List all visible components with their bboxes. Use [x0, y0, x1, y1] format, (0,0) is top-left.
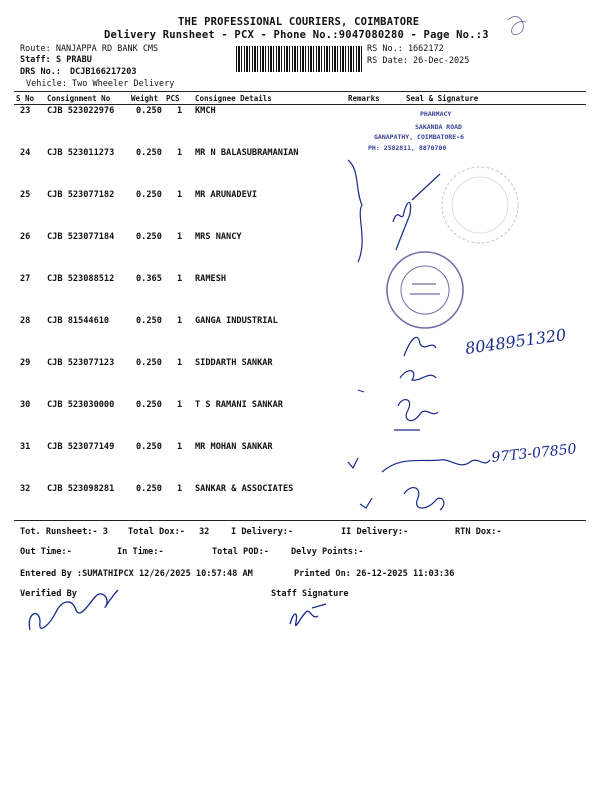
- handwritten-phone-2: 97T3-07850: [490, 441, 578, 466]
- row-weight: 0.365: [136, 274, 162, 284]
- row-consignment: CJB 81544610: [47, 316, 110, 326]
- row-consignment: CJB 523030000: [47, 400, 115, 410]
- col-consignment: Consignment No: [47, 94, 111, 103]
- stamp-line3: GANAPATHY, COIMBATORE-6: [374, 133, 465, 141]
- col-remarks: Remarks: [348, 94, 380, 103]
- check-mark-29: [358, 390, 364, 392]
- total-dox-value: 32: [199, 527, 210, 537]
- row-consignment: CJB 523022976: [47, 106, 115, 116]
- row-sno: 25: [20, 190, 31, 200]
- row-consignee: GANGA INDUSTRIAL: [195, 316, 278, 326]
- row-consignee: MR N BALASUBRAMANIAN: [195, 148, 299, 158]
- row-consignment: CJB 523088512: [47, 274, 115, 284]
- col-pcs: PCS: [166, 94, 180, 103]
- runsheet-subtitle: Delivery Runsheet - PCX - Phone No.:9047080280 - Page No.:3: [104, 29, 489, 41]
- col-weight: Weight: [131, 94, 159, 103]
- row-weight: 0.250: [136, 316, 162, 326]
- row-weight: 0.250: [136, 484, 162, 494]
- verified-by: Verified By: [20, 589, 77, 599]
- row-consignment: CJB 523077149: [47, 442, 115, 452]
- row-pcs: 1: [177, 106, 183, 116]
- row-pcs: 1: [177, 358, 183, 368]
- total-pod: Total POD:-: [212, 547, 269, 557]
- i-delivery: I Delivery:-: [231, 527, 294, 537]
- row-sno: 29: [20, 358, 31, 368]
- route: Route: NANJAPPA RD BANK CMS: [20, 44, 159, 54]
- pharmacy-stamp: [368, 110, 464, 152]
- row-pcs: 1: [177, 148, 183, 158]
- row-pcs: 1: [177, 316, 183, 326]
- tick-31: [348, 458, 358, 468]
- row-sno: 24: [20, 148, 31, 158]
- signature-30: [394, 400, 438, 430]
- out-time: Out Time:-: [20, 547, 72, 557]
- brace-mark: [348, 160, 362, 262]
- row-pcs: 1: [177, 190, 183, 200]
- row-sno: 23: [20, 106, 31, 116]
- col-sno: S No: [16, 94, 35, 103]
- rs-no: RS No.: 1662172: [367, 44, 444, 54]
- row-weight: 0.250: [136, 148, 162, 158]
- row-weight: 0.250: [136, 190, 162, 200]
- row-sno: 28: [20, 316, 31, 326]
- purple-seal: [387, 252, 463, 328]
- in-time: In Time:-: [117, 547, 164, 557]
- verified-signature: [29, 590, 118, 630]
- row-consignment: CJB 523011273: [47, 148, 115, 158]
- stamp-line2: SAKANDA ROAD: [415, 123, 462, 131]
- row-sno: 31: [20, 442, 31, 452]
- row-weight: 0.250: [136, 400, 162, 410]
- row-consignee: T S RAMANI SANKAR: [195, 400, 283, 410]
- row-weight: 0.250: [136, 442, 162, 452]
- printed-on: Printed On: 26-12-2025 11:03:36: [294, 569, 455, 579]
- col-seal: Seal & Signature: [406, 94, 479, 103]
- row-pcs: 1: [177, 442, 183, 452]
- signature-25: [393, 174, 440, 250]
- rs-date: RS Date: 26-Dec-2025: [367, 56, 470, 66]
- tick-32: [360, 498, 372, 508]
- row-pcs: 1: [177, 400, 183, 410]
- row-sno: 32: [20, 484, 31, 494]
- row-sno: 30: [20, 400, 31, 410]
- tot-runsheet: Tot. Runsheet:- 3: [20, 527, 108, 537]
- entered-by: Entered By :SUMATHIPCX 12/26/2025 10:57:48 AM: [20, 569, 253, 579]
- row-consignment: CJB 523077182: [47, 190, 115, 200]
- col-consignee: Consignee Details: [195, 94, 272, 103]
- page-corner-scribble: [508, 16, 526, 34]
- staff-signature-label: Staff Signature: [271, 589, 349, 599]
- row-consignee: MR ARUNADEVI: [195, 190, 258, 200]
- staff-label: Staff:: [20, 55, 51, 65]
- company-title: THE PROFESSIONAL COURIERS, COIMBATORE: [178, 16, 420, 28]
- signature-32: [404, 488, 444, 510]
- staff-signature: [290, 604, 326, 626]
- handwritten-phone-1: 8048951320: [463, 324, 568, 358]
- delvy-points: Delvy Points:-: [291, 547, 364, 557]
- drs-value: DCJB166217203: [70, 67, 137, 77]
- row-pcs: 1: [177, 484, 183, 494]
- total-dox-label: Total Dox:-: [128, 527, 185, 537]
- row-sno: 26: [20, 232, 31, 242]
- signature-31: [382, 460, 490, 472]
- row-consignee: SIDDARTH SANKAR: [195, 358, 273, 368]
- vehicle: Vehicle: Two Wheeler Delivery: [26, 79, 175, 89]
- row-pcs: 1: [177, 232, 183, 242]
- row-consignee: SANKAR & ASSOCIATES: [195, 484, 294, 494]
- row-consignee: MRS NANCY: [195, 232, 242, 242]
- row-consignment: CJB 523098281: [47, 484, 115, 494]
- row-sno: 27: [20, 274, 31, 284]
- staff-value: S PRABU: [56, 55, 92, 65]
- row-consignee: MR MOHAN SANKAR: [195, 442, 273, 452]
- rtn-dox: RTN Dox:-: [455, 527, 502, 537]
- row-consignment: CJB 523077123: [47, 358, 115, 368]
- row-consignee: KMCH: [195, 106, 216, 116]
- stamp-line4: PH: 2582811, 8870700: [368, 144, 447, 152]
- stamp-pharmacy: PHARMACY: [420, 110, 452, 118]
- faint-stamp: [442, 167, 518, 243]
- row-weight: 0.250: [136, 106, 162, 116]
- row-consignment: CJB 523077184: [47, 232, 115, 242]
- row-weight: 0.250: [136, 232, 162, 242]
- row-pcs: 1: [177, 274, 183, 284]
- row-weight: 0.250: [136, 358, 162, 368]
- signature-29-a: [400, 337, 436, 380]
- drs-label: DRS No.:: [20, 67, 61, 77]
- ii-delivery: II Delivery:-: [341, 527, 409, 537]
- row-consignee: RAMESH: [195, 274, 227, 284]
